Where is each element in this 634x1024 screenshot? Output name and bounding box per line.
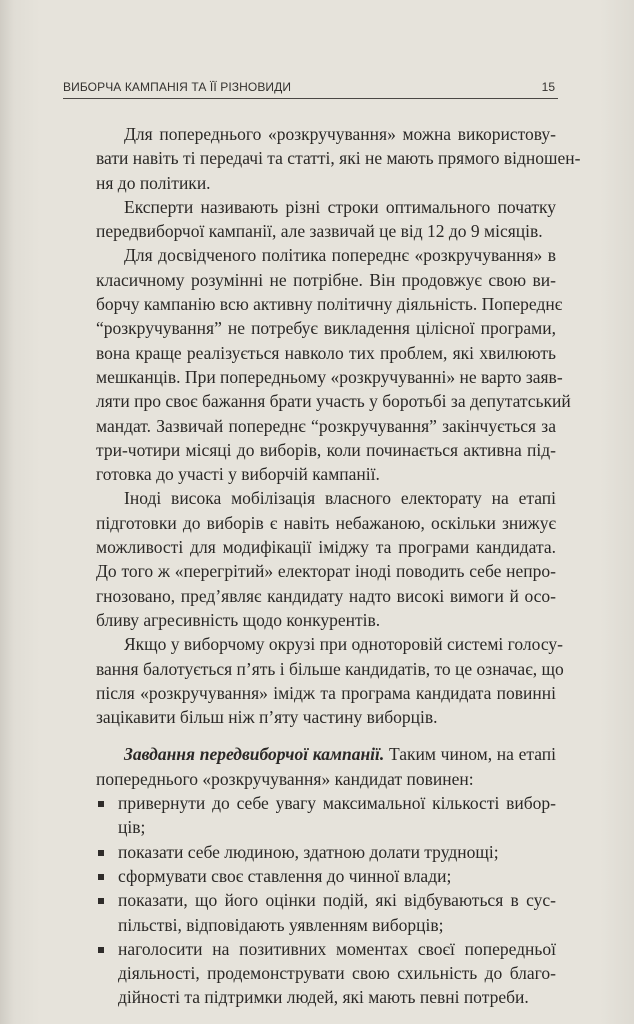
page-number: 15 [541,80,555,94]
text-line: класичному розумінні не потрібне. Він продовжує свою ви- [96,269,556,290]
list-item [96,791,556,815]
text-line: “розкручування” не потребує викладення цілісної програми, [96,318,556,339]
paragraph-1 [96,122,581,195]
running-head: ВИБОРЧА КАМПАНІЯ ТА ЇЇ РІЗНОВИДИ [63,80,292,94]
bullet-square-icon [98,801,104,807]
paragraph-4 [96,486,556,632]
text-line: борчу кампанію всю активну політичну діяльність. Попереднє [96,294,563,315]
list-item-continuation: пільстві, відповідають уявленням виборців; [118,914,444,935]
text-line: зацікавити більш ніж п’яту частину виборців. [96,707,438,728]
paragraph-2 [96,195,556,244]
text-line: Іноді висока мобілізація власного електорату на етапі [124,488,556,509]
text-line: попереднього «розкручування» кандидат повинен: [96,768,474,789]
text-line: вати навіть ті передачі та статті, які не мають прямого відношен- [96,148,581,169]
text-line: ня до політики. [96,172,211,193]
list-item-text: сформувати своє ставлення до чинної влади; [118,865,452,886]
text-line: після «розкручування» імідж та програма кандидата повинні [96,682,556,703]
bullet-list [96,791,556,1010]
list-item-text: показати себе людиною, здатною долати труднощі; [118,841,499,862]
text-line: мешканців. При попередньому «розкручуванні» не варто заяв- [96,366,563,387]
list-item-text: показати, що його оцінки подій, які відбуваються в сус- [118,890,556,911]
text-line: гнозовано, пред’являє кандидату надто високі вимоги й осо- [96,585,556,606]
text-line: ляти про своє бажання брати участь у боротьбі за депутатський [96,391,571,412]
bullet-square-icon [98,874,104,880]
text-line: передвиборчої кампанії, але зазвичай це від 12 до 9 місяців. [96,221,543,242]
text-line [96,742,556,766]
bullet-square-icon [98,898,104,904]
text-line: готовка до участі у виборчій кампанії. [96,464,380,485]
paragraph-3 [96,243,571,486]
section-intro [96,742,556,791]
list-item-continuation: дійності та підтримки людей, які мають певні потреби. [118,987,529,1008]
text-line: бливу агресивність щодо конкурентів. [96,609,381,630]
text-line: вання балотується п’ять і більше кандидатів, то це означає, що [96,658,564,679]
text-line: Експерти називають різні строки оптимального початку [124,196,556,217]
text-line: три-чотири місяці до виборів, коли починається активна під- [96,439,556,460]
section-intro-tail: Таким чином, на етапі [384,744,557,765]
text-line: Для попереднього «розкручування» можна використову- [124,124,556,144]
section-heading: Завдання передвиборчої кампанії. [124,744,385,765]
bullet-square-icon [98,947,104,953]
list-item [96,937,556,961]
bullet-square-icon [98,850,104,856]
list-item-continuation: ців; [118,817,146,838]
text-line: Для досвідченого політика попереднє «розкручування» в [124,245,556,266]
text-line: вона краще реалізується навколо тих проблем, які хвилюють [96,342,556,363]
list-item [96,840,556,864]
list-item [96,864,556,888]
list-item-text: привернути до себе увагу максимальної кількості вибор- [118,793,556,814]
paragraph-5 [96,632,564,729]
text-line: Якщо у виборчому окрузі при одноторовій системі голосу- [124,634,563,655]
section-gap [96,729,556,742]
text-line: мандат. Зазвичай попереднє “розкручування” закінчується за [96,415,556,436]
page-header [63,80,558,99]
list-item-text: наголосити на позитивних моментах своєї попередньої [118,938,556,959]
text-line: можливості для модифікації іміджу та програми кандидата. [96,537,556,558]
text-line: підготовки до виборів є навіть небажаною, оскільки знижує [96,512,556,533]
list-item [96,888,556,912]
list-item-continuation: діяльності, продемонструвати свою схильність до благо- [118,963,556,984]
page-body [96,122,581,1010]
text-line: До того ж «перегрітий» електорат іноді поводить себе непро- [96,561,556,582]
